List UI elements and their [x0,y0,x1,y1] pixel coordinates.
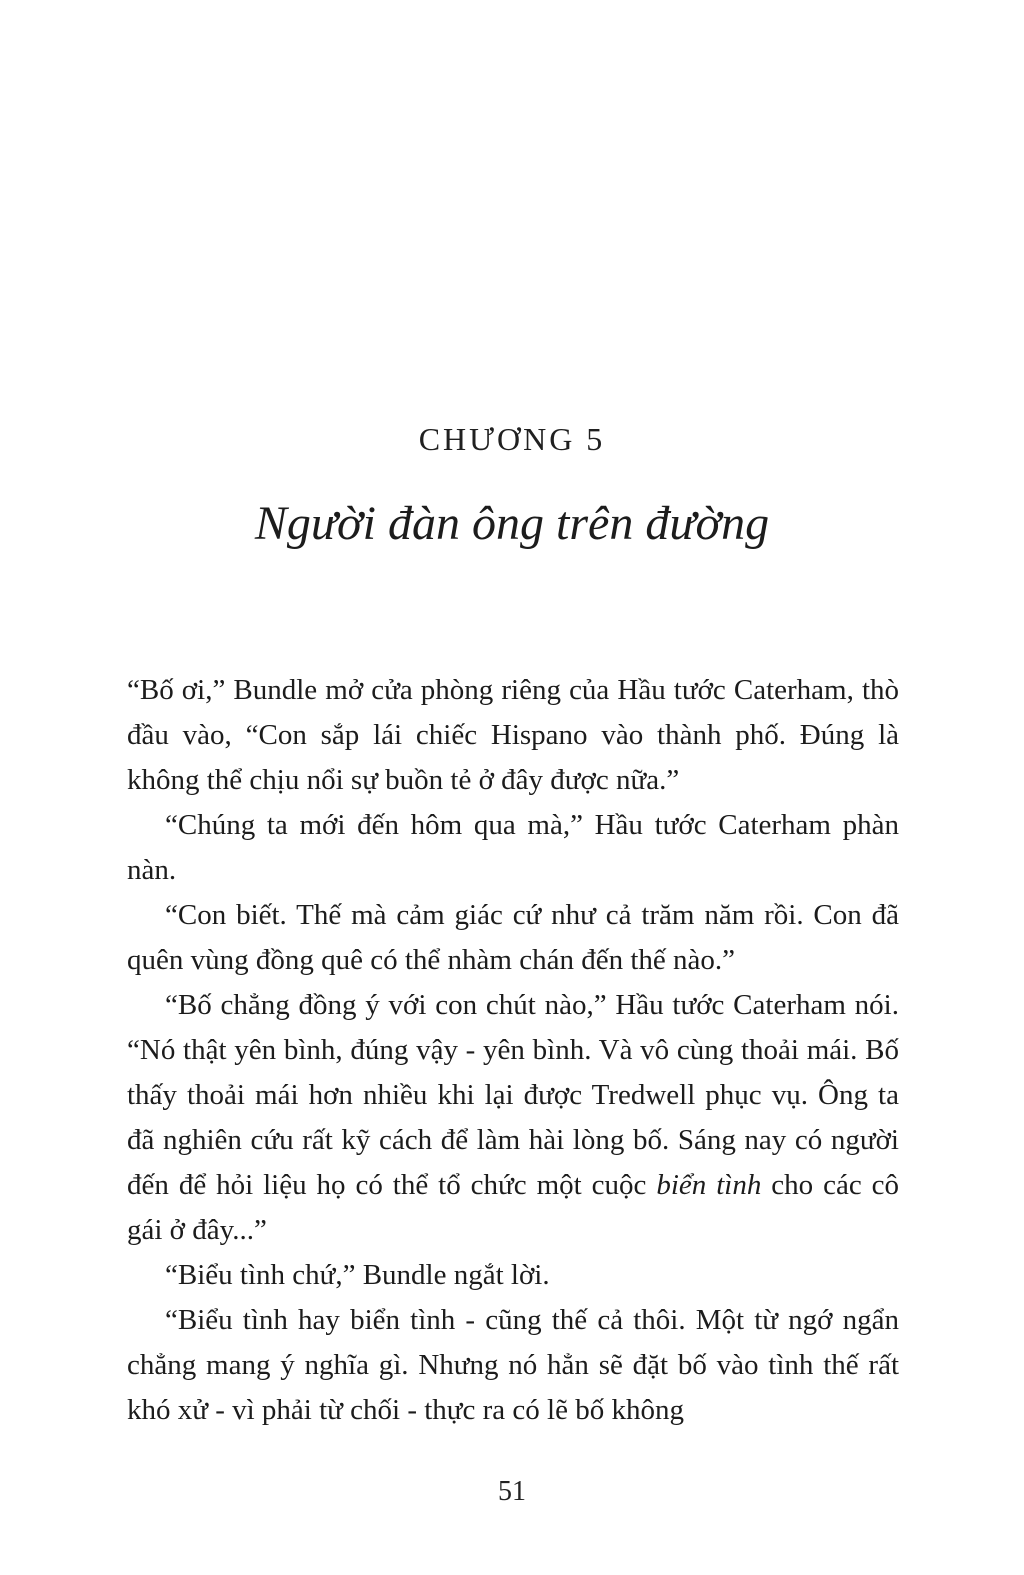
text-run: “Chúng ta mới đến hôm qua mà,” Hầu tước Caterham phàn nàn. [127,809,899,886]
text-run: “Bố ơi,” Bundle mở cửa phòng riêng của Hầu tước Caterham, thò đầu vào, “Con sắp lái chiếc Hispano vào thành phố. Đúng là không thể chịu nổi sự buồn tẻ ở đây được nữa.” [127,674,899,796]
paragraph [127,1253,899,1298]
text-run: “Con biết. Thế mà cảm giác cứ như cả trăm năm rồi. Con đã quên vùng đồng quê có thể nhàm chán đến thế nào.” [127,899,899,976]
text-run: cho các cô gái ở đây...” [127,1169,900,1246]
italic-text-run: biển tình [656,1169,762,1201]
text-run: “Bố chẳng đồng ý với con chút nào,” Hầu tước Caterham nói. “Nó thật yên bình, đúng vậy - yên bình. Và vô cùng thoải mái. Bố thấy thoải mái hơn nhiều khi lại được Tredwell phục vụ. Ông ta đã nghiên cứu rất kỹ cách để làm hài lòng bố. Sáng nay có người đến để hỏi liệu họ có thể tổ chức một cuộc [127,989,899,1201]
paragraph [127,668,899,803]
text-run: “Biểu tình hay biển tình - cũng thế cả thôi. Một từ ngớ ngẩn chẳng mang ý nghĩa gì. Nhưng nó hẳn sẽ đặt bố vào tình thế rất khó xử - vì phải từ chối - thực ra có lẽ bố không [127,1304,899,1426]
body-text [127,668,899,1433]
paragraph [127,983,899,1253]
paragraph [127,1298,899,1433]
page-number: 51 [498,1476,526,1507]
paragraph [127,803,899,893]
chapter-label: CHƯƠNG 5 [418,421,606,457]
text-run: “Biểu tình chứ,” Bundle ngắt lời. [165,1259,550,1291]
chapter-title: Người đàn ông trên đường [254,497,770,550]
paragraph [127,893,899,983]
